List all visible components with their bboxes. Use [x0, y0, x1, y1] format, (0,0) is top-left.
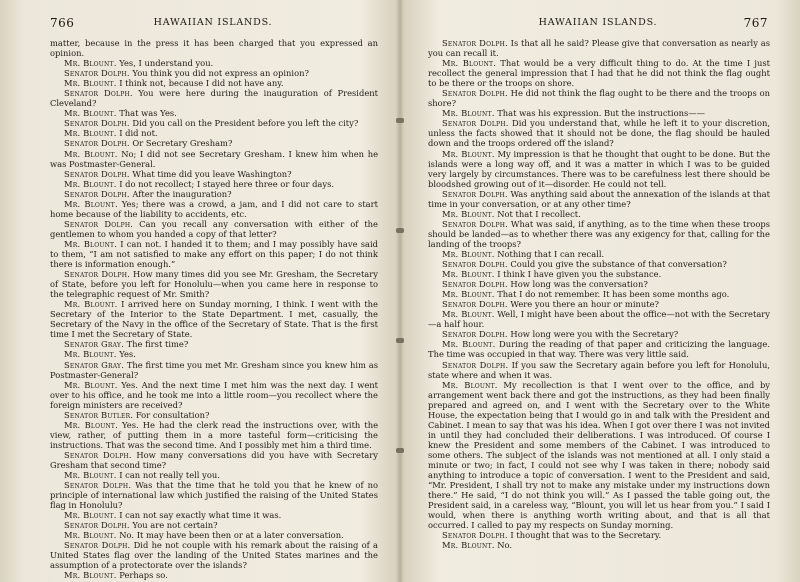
speaker-name: Mr. Blount. [64, 510, 117, 521]
speaker-name: Senator Dolph. [442, 259, 508, 270]
paragraph-text: Yes. He had the clerk read the instructions over, with the view, rather, of putting them in a more tasteful form—criticising the instructions. That was the second time. And I possibly met him a third time. [50, 419, 379, 450]
paragraph [428, 299, 770, 309]
paragraph [50, 169, 378, 179]
paragraph [428, 209, 770, 219]
paragraph-text: Did he not couple with his remark about the raising of a United States flag over the landing of the United States marines and the assumption of a protectorate over the islands? [50, 540, 378, 571]
speaker-name: Mr. Blount. [64, 108, 117, 119]
paragraph-text: Did you understand that, while he left it to your discretion, unless the facts showed that it should not be done, the flag should be hauled down and the troops ordered off the island? [428, 118, 770, 149]
paragraph [50, 480, 378, 510]
paragraph-text: Was anything said about the annexation of the islands at that time in your conversation, or at any other time? [428, 188, 770, 209]
speaker-name: Senator Dolph. [64, 138, 130, 149]
paragraph [50, 149, 378, 169]
speaker-name: Senator Dolph. [64, 118, 130, 129]
speaker-name: Senator Dolph. [442, 530, 508, 541]
paragraph-text: I can not say exactly what time it was. [116, 510, 282, 521]
paragraph [50, 199, 378, 219]
paragraph [428, 149, 770, 189]
paragraph-text: Yes, I understand you. [116, 58, 214, 69]
speaker-name: Senator Dolph. [442, 279, 508, 290]
paragraph-text: How long were you with the Secretary? [507, 329, 679, 340]
paragraph [428, 58, 770, 88]
paragraph [428, 360, 770, 380]
paragraph-text: Nothing that I can recall. [494, 248, 605, 259]
paragraph [428, 259, 770, 269]
paragraph-text: Not that I recollect. [494, 208, 581, 219]
paragraph-text: I think not, because I did not have any. [116, 78, 284, 89]
paragraph [50, 530, 378, 540]
binding-hole [396, 448, 404, 453]
paragraph [428, 189, 770, 209]
paragraph [50, 88, 378, 108]
speaker-name: Mr. Blount. [64, 198, 118, 209]
paragraph [428, 219, 770, 249]
speaker-name: Mr. Blount. [64, 58, 117, 69]
speaker-name: Mr. Blount. [64, 570, 117, 581]
speaker-name: Senator Dolph. [64, 480, 132, 491]
paragraph-text: No; I did not see Secretary Gresham. I knew him when he was Postmaster-General. [50, 148, 379, 169]
speaker-name: Mr. Blount. [442, 208, 495, 219]
paragraph-text: I did not. [116, 128, 158, 139]
binding-hole [396, 118, 404, 123]
left-running-head: HAWAIIAN ISLANDS. [153, 17, 273, 28]
speaker-name: Senator Dolph. [64, 188, 130, 199]
speaker-name: Senator Dolph. [64, 218, 134, 229]
paragraph [50, 470, 378, 480]
paragraph-text: I can not. I handed it to them; and I may possibly have said to them, “I am not satisfied to make any effort on this paper; I do not think there is information enough.” [50, 238, 378, 270]
paragraph-text: I arrived here on Sunday morning, I think. I went with the Secretary of the Interior to the State Department. I met, casually, the Secretary of the Navy in the office of the Secretary of State. That is the first time I met the Secretary of State. [50, 299, 378, 340]
paragraph-text: The first time? [123, 339, 189, 350]
speaker-name: Mr. Blount. [442, 58, 497, 69]
paragraph [428, 329, 770, 339]
paragraph-text: Can you recall any conversation with either of the gentlemen to whom you handed a copy of that letter? [50, 218, 378, 239]
paragraph [428, 380, 770, 531]
speaker-name: Mr. Blount. [64, 238, 118, 249]
paragraph-text: During the reading of that paper and criticizing the language. The time was occupied in that way. There was very little said. [428, 339, 770, 360]
paragraph [50, 269, 378, 299]
paragraph-text: You were here during the inauguration of President Cleveland? [50, 88, 378, 109]
paragraph-text: You are not certain? [129, 520, 218, 531]
paragraph-text: After the inauguration? [129, 188, 232, 199]
paragraph-text: How many times did you see Mr. Gresham, the Secretary of State, before you left for Honolulu—when you came here in response to the telegraphic request of Mr. Smith? [50, 269, 378, 300]
paragraph-text: For consultation? [133, 409, 210, 420]
paragraph-text: Perhaps so. [116, 570, 168, 581]
speaker-name: Senator Dolph. [64, 88, 133, 99]
paragraph-text: What was said, if anything, as to the time when these troops should be landed—as to whether there was any exigency for that, calling for the landing of the troops? [428, 218, 770, 249]
paragraph [50, 108, 378, 118]
right-running-head: HAWAIIAN ISLANDS. [538, 17, 658, 28]
paragraph [50, 138, 378, 148]
speaker-name: Senator Dolph. [442, 299, 508, 310]
paragraph [50, 68, 378, 78]
speaker-name: Mr. Blount. [64, 148, 118, 159]
paragraph [50, 58, 378, 68]
paragraph-text: The first time you met Mr. Gresham since you knew him as Postmaster-General? [50, 359, 378, 380]
speaker-name: Mr. Blount. [442, 148, 495, 159]
paragraph-text: That I do not remember. It has been some months ago. [494, 289, 730, 300]
speaker-name: Mr. Blount. [442, 309, 495, 320]
speaker-name: Senator Gray. [64, 339, 124, 350]
paragraph [50, 510, 378, 520]
speaker-name: Senator Dolph. [64, 449, 132, 460]
paragraph-text: I thought that was to the Secretary. [507, 530, 662, 541]
paragraph-text: No. [494, 540, 513, 551]
paragraph [50, 118, 378, 128]
paragraph [428, 38, 770, 58]
right-page-header [428, 16, 768, 30]
paragraph [50, 78, 378, 88]
paragraph-text: If you saw the Secretary again before you left for Honolulu, state where and when it was. [428, 359, 771, 380]
paragraph [428, 249, 770, 259]
speaker-name: Mr. Blount. [64, 470, 117, 481]
paragraph-text: matter, because in the press it has been charged that you expressed an opinion. [50, 38, 378, 59]
paragraph-text: Was that the time that he told you that he knew of no principle of international law which justified the raising of the United States flag in Honolulu? [50, 480, 378, 511]
paragraph-text: That was Yes. [116, 108, 177, 119]
paragraph [50, 219, 378, 239]
paragraph [50, 339, 378, 349]
paragraph-text: Well, I might have been about the office—not with the Secretary—a half hour. [428, 309, 770, 330]
paragraph [50, 570, 378, 580]
speaker-name: Senator Dolph. [64, 520, 130, 531]
paragraph-text: I can not really tell you. [116, 470, 220, 481]
left-page-number: 766 [50, 16, 75, 30]
paragraph [50, 420, 378, 450]
speaker-name: Senator Dolph. [442, 218, 509, 229]
paragraph-text: That was his expression. But the instructions—— [494, 108, 705, 119]
speaker-name: Mr. Blount. [442, 289, 495, 300]
paragraph-text: Is that all he said? Please give that conversation as nearly as you can recall it. [428, 38, 770, 59]
paragraph-text: Were you there an hour or minute? [507, 299, 660, 310]
paragraph [50, 128, 378, 138]
speaker-name: Senator Butler. [64, 409, 134, 420]
speaker-name: Mr. Blount. [64, 419, 118, 430]
paragraph-text: How long was the conversation? [507, 279, 648, 290]
speaker-name: Mr. Blount. [442, 269, 495, 280]
speaker-name: Mr. Blount. [64, 379, 118, 390]
binding-hole [396, 338, 404, 343]
paragraph-text: He did not think the flag ought to be there and the troops on shore? [428, 88, 770, 109]
speaker-name: Mr. Blount. [64, 530, 117, 541]
speaker-name: Senator Dolph. [442, 359, 509, 370]
paragraph-text: My impression is that he thought that ought to be done. But the islands were a long way off, and it was a matter in which I was to be guided very largely by circumstances. There was to be carefulness lest there should be bloodshed growing out of it—disorder. He could not tell. [428, 148, 771, 189]
paragraph [50, 299, 378, 339]
speaker-name: Mr. Blount. [442, 540, 495, 551]
paragraph [50, 38, 378, 58]
paragraph [428, 540, 770, 550]
left-page-header [50, 16, 376, 30]
speaker-name: Mr. Blount. [64, 178, 117, 189]
right-page [402, 0, 800, 582]
speaker-name: Mr. Blount. [64, 299, 118, 310]
paragraph [428, 118, 770, 148]
paragraph [428, 269, 770, 279]
paragraph-text: My recollection is that I went over to the office, and by arrangement went back there and got the instructions, as they had been finally prepared and agreed on, and I went with the Secretary over to the White House, the expectation being that I would go in and talk with the President and Cabinet. I mean to say that was his idea. When I got over there I was not invited in until they had concluded their deliberations. I was introduced. Of course I knew the President and some members of the Cabinet. I was introduced to some others. The subject of the islands was not mentioned at all. I only staid a minute or two; in fact, I could not see why I was taken in there; nobody said anything to introduce a topic of conversation. I went to the President and said, “Mr. President, I shall try not to make any mistake under my instructions down there.” He said, “I do not think you will.” As I passed the table going out, the President said, in a careless way, “Blount, you will let us hear from you.” I said I would, when there is anything worth writing about, and that is all that occurred. I called to pay my respects on Sunday morning. [428, 379, 771, 531]
speaker-name: Senator Dolph. [64, 269, 131, 280]
paragraph-text: That would be a very difficult thing to do. At the time I just recollect the general impression that I had that he did not think the flag ought to be there or the troops on shore. [428, 58, 770, 89]
speaker-name: Senator Dolph. [64, 68, 130, 79]
speaker-name: Senator Gray. [64, 359, 125, 370]
speaker-name: Senator Dolph. [64, 540, 131, 551]
speaker-name: Senator Dolph. [442, 88, 508, 99]
paragraph [50, 380, 378, 410]
binding-hole [396, 228, 404, 233]
right-page-text [428, 38, 770, 550]
left-page [0, 0, 398, 582]
speaker-name: Senator Dolph. [442, 329, 508, 340]
paragraph [50, 540, 378, 570]
paragraph-text: Yes. [116, 349, 136, 360]
paragraph-text: Yes. And the next time I met him was the next day. I went over to his office, and he took me into a little room—you recollect where the foreign ministers are received? [50, 379, 378, 410]
paragraph [428, 339, 770, 359]
paragraph-text: Did you call on the President before you left the city? [129, 118, 359, 129]
paragraph [50, 520, 378, 530]
right-page-number: 767 [743, 16, 768, 30]
paragraph [428, 88, 770, 108]
left-page-text [50, 38, 378, 581]
paragraph [428, 289, 770, 299]
paragraph-text: No. It may have been then or at a later conversation. [116, 530, 344, 541]
paragraph [50, 450, 378, 470]
speaker-name: Senator Dolph. [64, 168, 130, 179]
speaker-name: Mr. Blount. [442, 248, 495, 259]
paragraph [428, 108, 770, 118]
paragraph-text: Or Secretary Gresham? [129, 138, 233, 149]
speaker-name: Senator Dolph. [442, 188, 508, 199]
paragraph-text: How many conversations did you have with Secretary Gresham that second time? [50, 449, 378, 470]
paragraph [50, 360, 378, 380]
speaker-name: Mr. Blount. [442, 379, 498, 390]
paragraph [428, 530, 770, 540]
paragraph [50, 179, 378, 189]
speaker-name: Mr. Blount. [64, 349, 117, 360]
paragraph [50, 239, 378, 269]
paragraph-text: What time did you leave Washington? [129, 168, 292, 179]
paragraph-text: You think you did not express an opinion? [129, 68, 309, 79]
speaker-name: Mr. Blount. [442, 339, 496, 350]
paragraph-text: I do not recollect; I stayed here three or four days. [116, 178, 335, 189]
speaker-name: Mr. Blount. [64, 78, 117, 89]
speaker-name: Senator Dolph. [442, 38, 508, 48]
paragraph [428, 279, 770, 289]
paragraph-text: Could you give the substance of that conversation? [507, 259, 727, 270]
speaker-name: Senator Dolph. [442, 118, 509, 129]
paragraph [50, 189, 378, 199]
paragraph [50, 349, 378, 359]
paragraph-text: Yes; there was a crowd, a jam, and I did not care to start home because of the liability to accidents, etc. [50, 198, 378, 219]
speaker-name: Mr. Blount. [64, 128, 117, 139]
speaker-name: Mr. Blount. [442, 108, 495, 119]
paragraph-text: I think I have given you the substance. [494, 269, 662, 280]
paragraph [50, 410, 378, 420]
paragraph [428, 309, 770, 329]
